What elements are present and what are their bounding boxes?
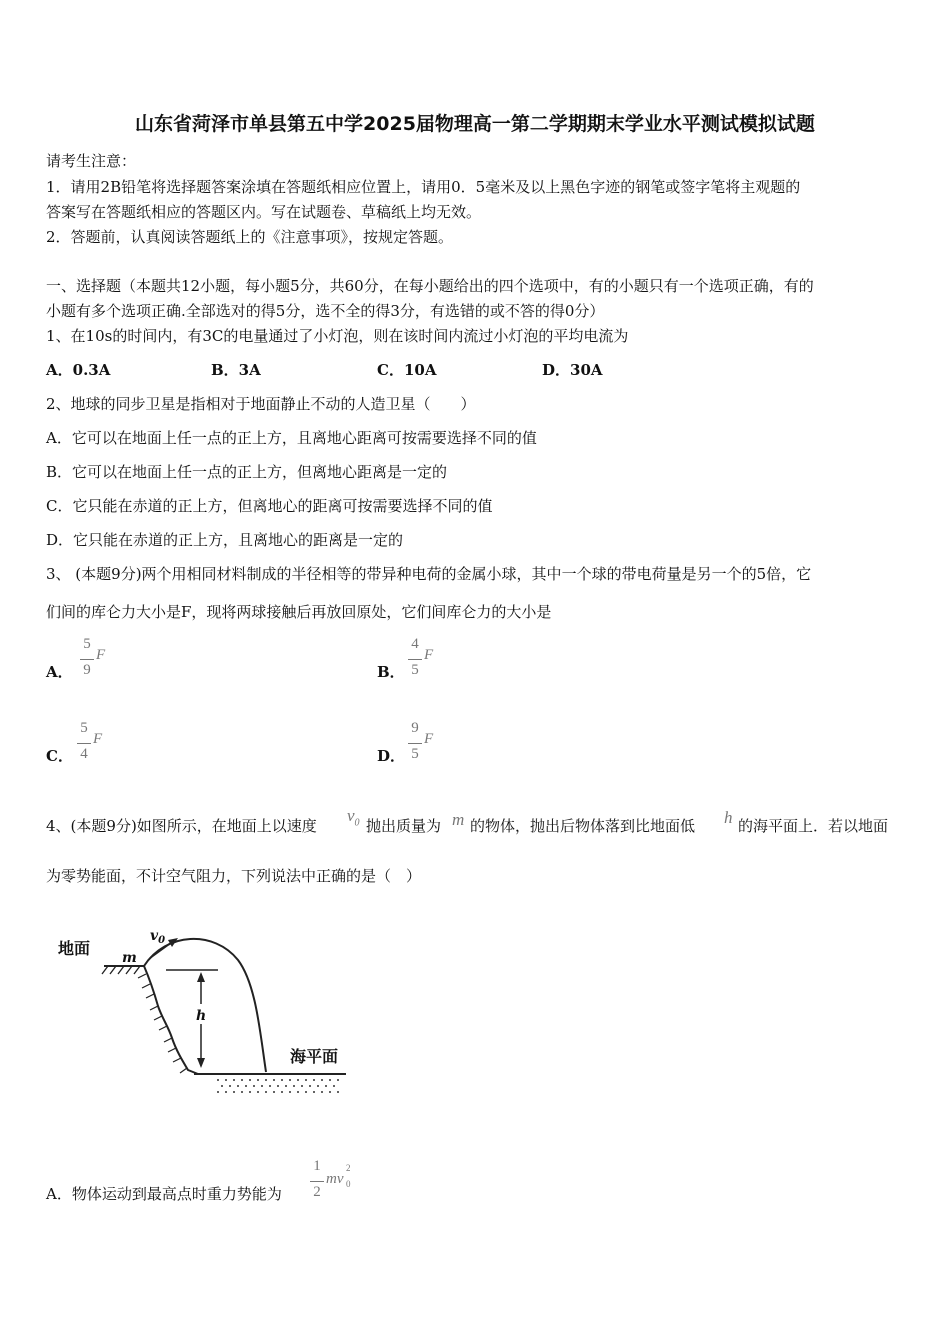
- notice-item-2: 2．答题前，认真阅读答题纸上的《注意事项》，按规定答题。: [46, 228, 454, 246]
- q1-stem: 1、在10s的时间内，有3C的电量通过了小灯泡，则在该时间内流过小灯泡的平均电流为: [46, 327, 629, 345]
- q4-h-symbol: h: [724, 808, 733, 827]
- q4-v0-symbol: $v_0$: [347, 806, 360, 829]
- q3-option-c-label: C．: [46, 747, 73, 765]
- q3-option-c-fraction: 5 4 F: [77, 720, 117, 768]
- notice-heading: 请考生注意：: [46, 152, 137, 170]
- q3-option-a-label: A．: [46, 663, 73, 681]
- velocity-label: $v_0$: [150, 928, 166, 946]
- page-title: 山东省菏泽市单县第五中学2025届物理高一第二学期期末学业水平测试模拟试题: [135, 113, 815, 135]
- sea-level-label: 海平面: [290, 1047, 339, 1066]
- q3-stem-line-2: 们间的库仑力大小是F，现将两球接触后再放回原处，它们间库仑力的大小是: [46, 603, 552, 621]
- q4-stem-line-2: 为零势能面，不计空气阻力，下列说法中正确的是（ ）: [46, 867, 422, 885]
- section-heading-line-1: 一、选择题（本题共12小题，每小题5分，共60分，在每小题给出的四个选项中，有的小题只有一个选项正确，有的: [46, 277, 814, 295]
- q2-option-a: A．它可以在地面上任一点的正上方，且离地心距离可按需要选择不同的值: [46, 429, 537, 447]
- q1-option-d: D．30A: [542, 361, 603, 379]
- q1-option-a: A．0.3A: [46, 361, 111, 379]
- q4-m-symbol: m: [452, 810, 465, 829]
- mass-label: m: [122, 950, 137, 966]
- q3-stem-line-1: 3、 (本题9分)两个用相同材料制成的半径相等的带异种电荷的金属小球，其中一个球的带电荷量是另一个的5倍，它: [46, 565, 812, 583]
- q4-stem-part-3: 的物体，抛出后物体落到比地面低: [470, 817, 696, 835]
- projectile-figure: [46, 920, 366, 1110]
- q1-option-b: B．3A: [211, 361, 261, 379]
- q1-option-c: C．10A: [377, 361, 437, 379]
- q4-option-a: A．物体运动到最高点时重力势能为: [46, 1185, 282, 1203]
- q2-option-b: B．它可以在地面上任一点的正上方，但离地心距离是一定的: [46, 463, 448, 481]
- q3-option-d-fraction: 9 5 F: [408, 720, 448, 768]
- q2-option-d: D．它只能在赤道的正上方，且离地心的距离是一定的: [46, 531, 404, 549]
- ground-label: 地面: [58, 939, 91, 958]
- q4-stem-part-2: 抛出质量为: [366, 817, 442, 835]
- q3-option-b-label: B．: [377, 663, 405, 681]
- q3-option-d-label: D．: [377, 747, 406, 765]
- q3-option-b-fraction: 4 5 F: [408, 636, 448, 684]
- q2-stem: 2、地球的同步卫星是指相对于地面静止不动的人造卫星（ ）: [46, 395, 476, 413]
- notice-item-1-line-2: 答案写在答题纸相应的答题区内。写在试题卷、草稿纸上均无效。: [46, 203, 482, 221]
- q4-stem-part-1: 4、(本题9分)如图所示，在地面上以速度: [46, 817, 317, 835]
- q4-stem-part-4: 的海平面上．若以地面: [738, 817, 889, 835]
- notice-item-1-line-1: 1．请用2B铅笔将选择题答案涂填在答题纸相应位置上，请用0．5毫米及以上黑色字迹的钢笔或签字笔将主观题的: [46, 178, 801, 196]
- q4-option-a-formula: 1 2 mv 2 0: [310, 1158, 370, 1206]
- height-label: h: [196, 1008, 207, 1024]
- q3-option-a-fraction: 5 9 F: [80, 636, 120, 684]
- q2-option-c: C．它只能在赤道的正上方，但离地心的距离可按需要选择不同的值: [46, 497, 493, 515]
- section-heading-line-2: 小题有多个选项正确.全部选对的得5分，选不全的得3分，有选错的或不答的得0分）: [46, 302, 605, 320]
